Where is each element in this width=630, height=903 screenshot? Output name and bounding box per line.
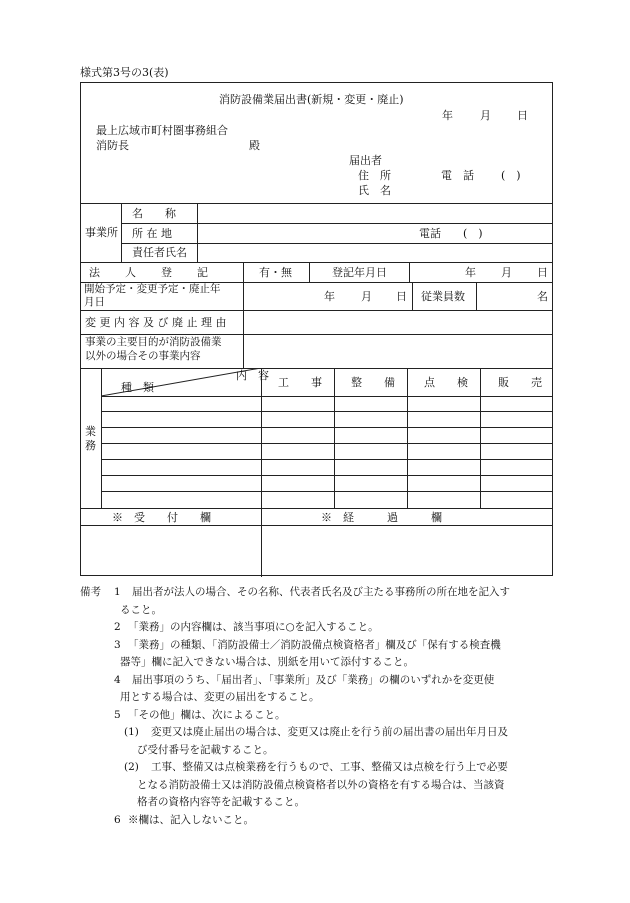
row-divider: [101, 459, 552, 460]
column-divider: [309, 262, 310, 282]
start-month: 月: [361, 290, 372, 303]
column-sales: 販 売: [498, 376, 542, 389]
employees-label: 従業員数: [421, 290, 465, 303]
honorific: 殿: [249, 139, 260, 152]
note-text: 「業務」の内容欄は、該当事項に○を記入すること。: [128, 621, 379, 633]
row-divider: [81, 262, 552, 263]
start-date-label-line2: 月日: [84, 296, 105, 308]
form-title: 消防設備業届出書(新規・変更・廃止): [219, 93, 404, 106]
row-divider: [101, 491, 552, 492]
note-number: (1): [124, 726, 139, 738]
form-code: 様式第3号の3(表): [80, 66, 169, 79]
note-text: 届出事項のうち、「届出者」、「事業所」及び「業務」の欄のいずれかを変更使: [132, 673, 495, 686]
column-divider: [197, 203, 198, 262]
date-day: 日: [517, 109, 528, 122]
column-divider: [409, 262, 410, 282]
registration-month: 月: [501, 266, 512, 279]
notifier-label: 届出者: [349, 154, 382, 167]
column-divider: [407, 368, 408, 508]
row-divider: [81, 310, 552, 311]
note-text: ※欄は、記入しないこと。: [128, 813, 254, 826]
row-divider: [81, 334, 552, 335]
start-year: 年: [324, 290, 335, 303]
business-section-label: 業務: [85, 425, 96, 452]
row-divider: [101, 475, 552, 476]
note-text: び受付番号を記載すること。: [137, 743, 274, 756]
date-month: 月: [480, 109, 491, 122]
corporate-status: 有・無: [259, 266, 292, 279]
office-location-label: 所 在 地: [132, 227, 172, 240]
column-divider: [334, 368, 335, 508]
registration-year: 年: [465, 266, 476, 279]
reception-label: ※ 受 付 欄: [112, 511, 211, 524]
note-text: 「その他」欄は、次によること。: [128, 708, 286, 721]
note-number: 1: [114, 586, 121, 598]
corporate-registration-label: 法 人 登 記: [89, 266, 209, 279]
office-name-label: 名 称: [132, 207, 176, 220]
office-section-label: 事業所: [85, 226, 118, 239]
registration-date-label: 登記年月日: [332, 266, 387, 279]
note-number: 4: [114, 673, 121, 686]
row-divider: [101, 427, 552, 428]
change-reason-label: 変 更 内 容 及 び 廃 止 理 由: [85, 316, 227, 329]
column-inspection: 点 検: [424, 376, 468, 389]
row-divider: [101, 411, 552, 412]
note-text: 「業務」の種類、「消防設備士／消防設備点検資格者」欄及び「保有する検査機: [128, 638, 501, 651]
column-divider: [476, 282, 477, 310]
note-text: 用とする場合は、変更の届出をすること。: [120, 691, 320, 703]
row-divider: [121, 223, 552, 224]
notifier-phone-parens: ( ): [501, 169, 521, 182]
main-purpose-line2: 以外の場合その事業内容: [85, 350, 201, 362]
addressee-org: 最上広域市町村圏事務組合: [96, 124, 228, 137]
notifier-name-label: 氏 名: [358, 184, 391, 197]
start-day: 日: [396, 290, 407, 303]
row-divider: [101, 443, 552, 444]
note-text: 届出者が法人の場合、その名称、代表者氏名及び主たる事務所の所在地を記入す: [132, 586, 510, 598]
diagonal-header-content: 内 容: [236, 369, 269, 382]
column-construction: 工 事: [278, 376, 322, 389]
note-number: 6: [114, 813, 121, 826]
office-phone-label: 電話: [419, 227, 441, 240]
note-number: 2: [114, 621, 121, 633]
row-divider: [81, 525, 552, 526]
office-manager-label: 責任者氏名: [132, 246, 187, 259]
start-date-label-line1: 開始予定・変更予定・廃止年: [84, 283, 221, 295]
progress-label: ※ 経 過 欄: [321, 511, 442, 524]
diagonal-header-type: 種 類: [121, 381, 154, 394]
date-year: 年: [442, 109, 453, 122]
employees-unit: 名: [537, 290, 548, 303]
notification-form: [80, 82, 553, 576]
row-divider: [121, 243, 552, 244]
column-divider: [412, 282, 413, 310]
row-divider: [81, 203, 552, 204]
notifier-phone-label: 電 話: [441, 169, 474, 182]
main-purpose-line1: 事業の主要目的が消防設備業: [85, 336, 222, 348]
notifier-address-label: 住 所: [358, 169, 391, 182]
note-text: 工事、整備又は点検業務を行うもので、工事、整備又は点検を行う上で必要: [151, 761, 508, 773]
addressee-title: 消防長: [96, 139, 129, 152]
column-divider: [243, 262, 244, 282]
note-text: ること。: [120, 603, 162, 616]
column-divider: [121, 203, 122, 262]
note-number: 3: [114, 638, 121, 651]
note-number: (2): [124, 761, 139, 773]
column-divider: [243, 282, 244, 368]
notes-heading: 備考: [80, 586, 101, 598]
note-text: 変更又は廃止届出の場合は、変更又は廃止を行う前の届出書の届出年月日及: [151, 726, 508, 738]
column-divider: [480, 368, 481, 508]
note-text: となる消防設備士又は消防設備点検資格者以外の資格を有する場合は、当該資: [137, 778, 505, 791]
office-phone-parens: ( ): [463, 227, 483, 240]
note-number: 5: [114, 708, 121, 721]
column-maintenance: 整 備: [351, 376, 395, 389]
registration-day: 日: [537, 266, 548, 279]
note-text: 格者の資格内容等を記載すること。: [137, 796, 305, 808]
note-text: 器等」欄に記入できない場合は、別紙を用いて添付すること。: [120, 656, 414, 668]
column-divider: [261, 368, 262, 577]
row-divider: [81, 508, 552, 509]
